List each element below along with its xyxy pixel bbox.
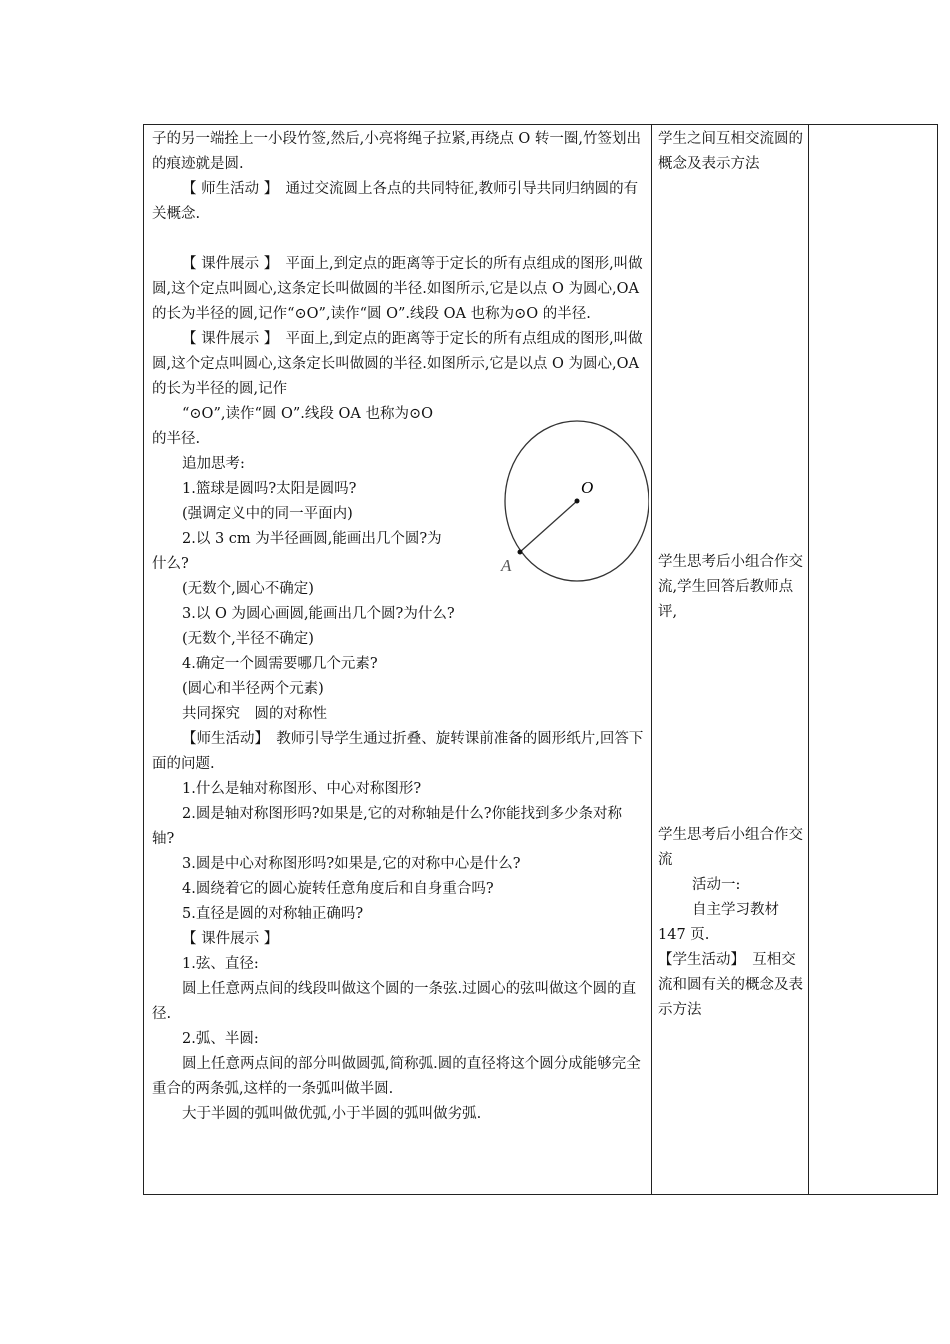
paragraph: 【 课件展示 】 平面上,到定点的距离等于定长的所有点组成的图形,叫做圆,这个定点叫圆心,这条定长叫做圆的半径.如图所示,它是以点 O 为圆心,OA 的长为半径的圆,记作“⊙O”,读作“圆 O”.线段 OA 也称为⊙O 的半径. [152, 256, 643, 322]
answer: (强调定义中的同一平面内) [182, 506, 353, 522]
question: 3.圆是中心对称图形吗?如果是,它的对称中心是什么? [182, 856, 521, 872]
paragraph: 【师生活动】 教师引导学生通过折叠、旋转课前准备的圆形纸片,回答下面的问题. [152, 731, 644, 772]
paragraph: 的半径. [152, 431, 201, 447]
concept-text: 圆上任意两点间的线段叫做这个圆的一条弦.过圆心的弦叫做这个圆的直径. [152, 981, 637, 1022]
paragraph: 【 课件展示 】 [182, 931, 279, 947]
column-divider [808, 125, 809, 1194]
point-label: A [501, 556, 512, 575]
column-divider [651, 125, 652, 1194]
student-note: 自主学习教材 147 页. [658, 902, 779, 943]
question: 4.确定一个圆需要哪几个元素? [182, 656, 378, 672]
student-activity-block [658, 127, 806, 177]
question: 什么? [152, 556, 189, 572]
radius-segment [520, 501, 577, 552]
circle-figure [489, 417, 649, 587]
question: 4.圆绕着它的圆心旋转任意角度后和自身重合吗? [182, 881, 494, 897]
answer: (圆心和半径两个元素) [182, 681, 324, 697]
answer: (无数个,半径不确定) [182, 631, 314, 647]
question: 5.直径是圆的对称轴正确吗? [182, 906, 364, 922]
lesson-table [143, 124, 938, 1195]
question: 1.什么是轴对称图形、中心对称图形? [182, 781, 422, 797]
student-note: 【学生活动】 互相交流和圆有关的概念及表示方法 [658, 952, 803, 1018]
question: 3.以 O 为圆心画圆,能画出几个圆?为什么? [182, 606, 455, 622]
paragraph-text: 【 课件展示 】 平面上,到定点的距离等于定长的所有点组成的图形,叫做圆,这个定点叫圆心,这条定长叫做圆的半径.如图所示,它是以点 O 为圆心,OA 的长为半径的圆,记作 [152, 331, 643, 397]
section-heading: 共同探究 圆的对称性 [182, 706, 327, 722]
concept-title: 2.弧、半圆: [182, 1031, 259, 1047]
center-point [575, 499, 580, 504]
student-activity-block [658, 550, 806, 625]
question: 1.篮球是圆吗?太阳是圆吗? [182, 481, 357, 497]
paragraph: 追加思考: [182, 456, 245, 472]
concept-text: 圆上任意两点间的部分叫做圆弧,简称弧.圆的直径将这个圆分成能够完全重合的两条弧,这样的一条弧叫做半圆. [152, 1056, 641, 1097]
concept-title: 1.弦、直径: [182, 956, 259, 972]
paragraph: 【 师生活动 】 通过交流圆上各点的共同特征,教师引导共同归纳圆的有关概念. [152, 181, 639, 222]
student-activity-block [658, 823, 806, 1023]
student-note: 学生思考后小组合作交流,学生回答后教师点评, [658, 554, 803, 620]
student-note: 学生之间互相交流圆的概念及表示方法 [658, 131, 803, 172]
answer: (无数个,圆心不确定) [182, 581, 314, 597]
activity-label: 活动一: [692, 877, 741, 893]
teaching-content-column [152, 127, 644, 1127]
question: 2.以 3 cm 为半径画圆,能画出几个圆?为 [182, 531, 442, 547]
point-a [518, 550, 523, 555]
concept-text: 大于半圆的弧叫做优弧,小于半圆的弧叫做劣弧. [182, 1106, 482, 1122]
paragraph: 子的另一端拴上一小段竹签,然后,小亮将绳子拉紧,再绕点 O 转一圈,竹签划出的痕迹就是圆. [152, 131, 642, 172]
question: 2.圆是轴对称图形吗?如果是,它的对称轴是什么?你能找到多少条对称轴? [152, 806, 622, 847]
center-label: O [581, 478, 594, 497]
paragraph [152, 327, 644, 402]
student-note: 学生思考后小组合作交流 [658, 827, 803, 868]
paragraph: “⊙O”,读作“圆 O”.线段 OA 也称为⊙O [182, 406, 434, 422]
